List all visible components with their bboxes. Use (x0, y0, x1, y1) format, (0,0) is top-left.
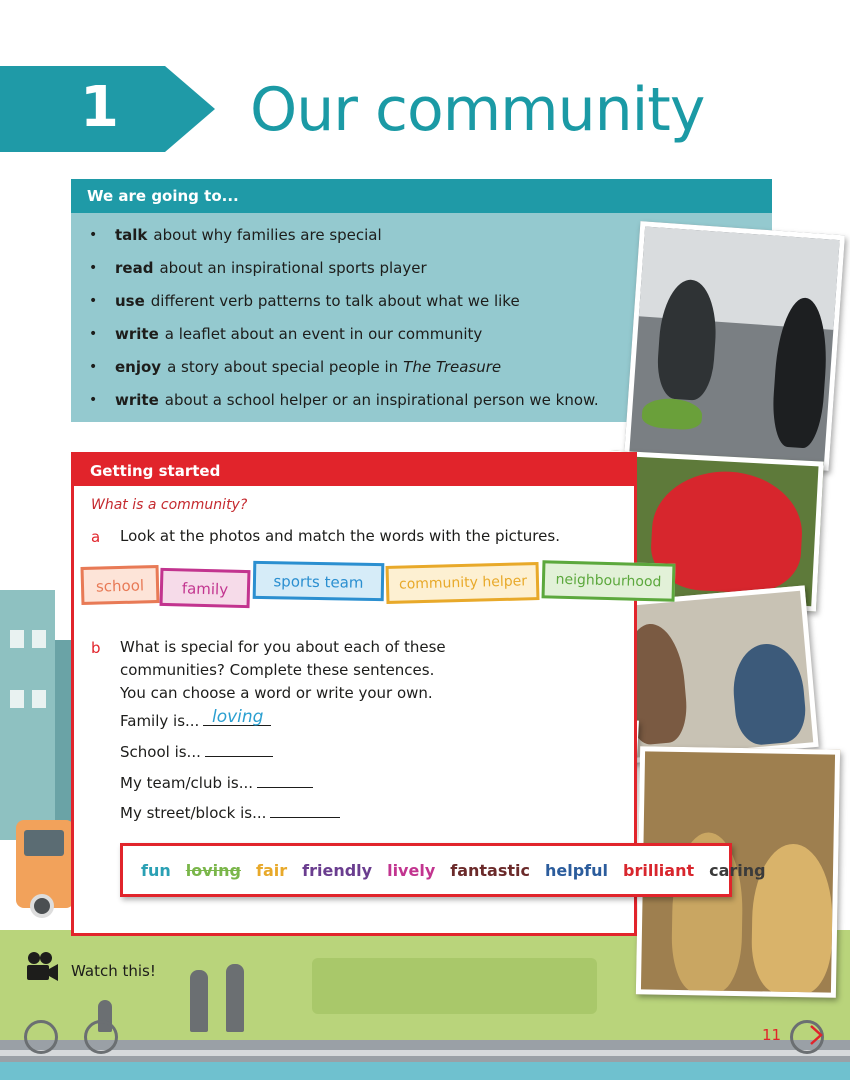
video-camera-icon[interactable] (24, 950, 60, 984)
community-event-photo (624, 221, 845, 471)
sentence-prompt: My street/block is... (120, 804, 267, 822)
answer-blank[interactable] (205, 743, 273, 757)
objective-verb: read (115, 259, 154, 277)
word-bank-friendly: friendly (302, 860, 373, 880)
task-b-line: What is special for you about each of these (120, 638, 446, 656)
page-number: 11 (762, 1026, 782, 1044)
task-b-line: communities? Complete these sentences. (120, 661, 435, 679)
road-marking (0, 1050, 850, 1056)
objective-text: different verb patterns to talk about what we like (150, 292, 520, 310)
building-window (32, 630, 46, 648)
food-bowl-shape (641, 397, 703, 431)
building-window (10, 630, 24, 648)
objective-text: about why families are special (153, 226, 382, 244)
story-title: The Treasure (403, 358, 502, 376)
objective-verb: enjoy (115, 358, 162, 376)
objective-text: a story about special people in (167, 358, 399, 376)
unit-number: 1 (80, 75, 119, 140)
bus-illustration (16, 820, 74, 908)
word-bank-fair: fair (255, 860, 288, 880)
word-tag-sports-team[interactable]: sports team (253, 561, 385, 601)
bullet: • (89, 260, 98, 276)
bullet: • (89, 293, 98, 309)
bullet: • (89, 392, 98, 408)
objective-verb: write (115, 325, 159, 343)
park-field (312, 958, 597, 1014)
sentence-team (120, 774, 313, 792)
task-a-text: Look at the photos and match the words with the pictures. (120, 527, 560, 545)
getting-started-box (71, 452, 766, 936)
word-tag-school[interactable]: school (81, 565, 160, 605)
objective-verb: talk (115, 226, 148, 244)
word-bank-lively: lively (387, 860, 436, 880)
bike-wheel (24, 1020, 58, 1054)
answer-blank[interactable] (270, 804, 340, 818)
chevron-right-icon (806, 1024, 826, 1046)
word-bank-fun: fun (141, 860, 171, 880)
task-letter-b: b (91, 639, 101, 657)
person-shape (730, 641, 808, 747)
bullet: • (89, 227, 98, 243)
bullet: • (89, 359, 98, 375)
word-bank-fantastic: fantastic (450, 860, 530, 880)
word-bank-helpful: helpful (544, 860, 608, 880)
word-tag-community-helper[interactable]: community helper (386, 562, 540, 604)
word-bank-caring: caring (709, 860, 766, 880)
person-silhouette (190, 970, 208, 1032)
task-b-text (120, 636, 446, 705)
task-b-line: You can choose a word or write your own. (120, 684, 433, 702)
word-tag-family[interactable]: family (160, 568, 251, 608)
objective-verb: use (115, 292, 145, 310)
sentence-street (120, 804, 340, 822)
objective-text: a leaflet about an event in our community (164, 325, 483, 343)
objective-text: about a school helper or an inspirational person we know. (164, 391, 599, 409)
watch-this-label[interactable]: Watch this! (71, 962, 156, 980)
sample-answer: loving (212, 707, 264, 727)
answer-blank[interactable] (257, 774, 313, 788)
task-letter-a: a (91, 528, 101, 546)
bus-window (24, 830, 64, 856)
word-tag-neighbourhood[interactable]: neighbourhood (542, 560, 676, 601)
word-bank-brilliant: brilliant (623, 860, 695, 880)
person-silhouette (226, 964, 244, 1032)
river-strip (0, 1062, 850, 1080)
unit-title: Our community (250, 75, 705, 145)
sentence-prompt: My team/club is... (120, 774, 254, 792)
background-building (0, 590, 55, 840)
sentence-prompt: School is... (120, 743, 201, 761)
objective-verb: write (115, 391, 159, 409)
sentence-school (120, 743, 273, 761)
word-bank-loving: loving (185, 860, 241, 880)
bike-wheel (84, 1020, 118, 1054)
question-title: What is a community? (91, 497, 248, 513)
word-bank-box (120, 843, 766, 897)
building-window (10, 690, 24, 708)
building-window (32, 690, 46, 708)
objectives-header: We are going to... (71, 179, 772, 213)
objective-text: about an inspirational sports player (159, 259, 427, 277)
bus-wheel (30, 894, 54, 918)
sentence-prompt: Family is... (120, 712, 200, 730)
bullet: • (89, 326, 98, 342)
getting-started-header: Getting started (74, 455, 634, 486)
